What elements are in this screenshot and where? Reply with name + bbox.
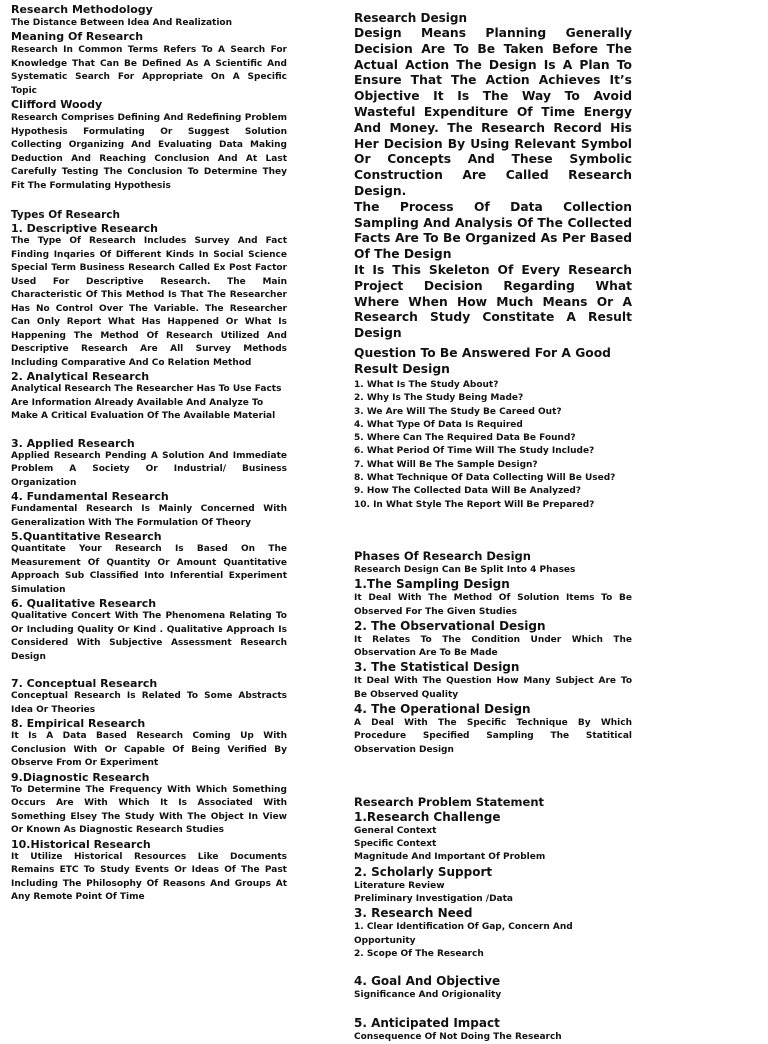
type-item [11, 838, 287, 905]
document-subtitle: The Distance Between Idea And Realization [11, 18, 232, 28]
list-item: 5. Where Can The Required Data Be Found? [354, 433, 576, 444]
design-paragraph-3: It Is This Skeleton Of Every Research Project Decision Regarding What Where When How Much Means Or A Research Study Constitate A Result Design [354, 262, 632, 341]
design-heading: Research Design [354, 11, 467, 25]
list-item: 1. Clear Identification Of Gap, Concern And Opportunity [354, 922, 573, 946]
phase-text: It Deal With The Question How Many Subject Are To Be Observed Quality [354, 676, 632, 700]
type-item [11, 677, 287, 717]
phases-heading: Phases Of Research Design [354, 548, 531, 563]
type-item [11, 490, 287, 530]
type-text: Analytical Research The Researcher Has To Use Facts Are Information Already Available And Analyze To Make A Critical Evaluation Of The Available Material [11, 384, 282, 421]
design-paragraph-1: Design Means Planning Generally Decision Are To Be Taken Before The Actual Action The Design Is A Plan To Ensure That The Action Achieves It’s Objective It Is The Way To Avoid Wasteful Expenditure Of Time Energy And Money. The Research Record His Her Decision By Using Relevant Symbol Or Concepts And These Symbolic Construction Are Called Research Design. [354, 26, 632, 198]
phase-item [354, 577, 632, 619]
list-item: 8. What Technique Of Data Collecting Will Be Used? [354, 473, 616, 484]
questions-heading: Question To Be Answered For A Good Result Design [354, 345, 611, 376]
type-item [11, 771, 287, 838]
type-heading: 8. Empirical Research [11, 717, 146, 730]
type-heading: 5.Quantitative Research [11, 530, 162, 543]
list-item: Magnitude And Important Of Problem [354, 852, 546, 863]
type-text: Qualitative Concert With The Phenomena Relating To Or Including Quality Or Kind . Qualitative Approach Is Considered With Subjective Assessment Research Design [11, 611, 287, 662]
type-text: Applied Research Pending A Solution And Immediate Problem A Society Or Industrial/ Business Organization [11, 450, 287, 488]
left-column [11, 3, 287, 905]
list-item: Significance And Origionality [354, 990, 502, 1001]
type-heading: 7. Conceptual Research [11, 677, 158, 690]
problem-heading: Research Problem Statement [354, 794, 545, 809]
list-item: 2. Scope Of The Research [354, 948, 484, 959]
right-column [354, 11, 632, 1044]
phase-item [354, 619, 632, 661]
type-text: The Type Of Research Includes Survey And Fact Finding Inqaries Of Different Kinds In Social Science Special Term Business Research Called Ex Post Factor Used For Descriptive Research. The Main Characteristic Of This Method Is That The Researcher Has No Control Over The Variable. The Researcher Can Only Report What Has Happened Or What Is Happening The Method Of Research Utilized And Descriptive Research Are All Survey Methods Including Comparative And Co Relation Method [11, 236, 287, 368]
need-heading: 3. Research Need [354, 906, 473, 921]
list-item: 10. In What Style The Report Will Be Prepared? [354, 499, 595, 510]
woody-heading: Clifford Woody [11, 98, 103, 111]
document-title: Research Methodology [11, 3, 153, 16]
list-item: 6. What Period Of Time Will The Study Include? [354, 446, 595, 457]
type-heading: 4. Fundamental Research [11, 490, 169, 503]
type-item [11, 597, 287, 664]
list-item: 7. What Will Be The Sample Design? [354, 459, 538, 470]
goal-heading: 4. Goal And Objective [354, 974, 501, 989]
woody-text: Research Comprises Defining And Redefining Problem Hypothesis Formulating Or Suggest Solution Collecting Organizing And Evaluating Data Making Deduction And Reaching Conclusion And At Last Carefully Testing The Conclusion To Determine They Fit The Formulating Hypothesis [11, 113, 287, 191]
list-item: 4. What Type Of Data Is Required [354, 419, 523, 430]
phase-text: It Deal With The Method Of Solution Items To Be Observed For The Given Studies [354, 593, 632, 617]
list-item: 2. Why Is The Study Being Made? [354, 393, 524, 404]
type-text: It Is A Data Based Research Coming Up With Conclusion With Or Capable Of Being Verified By Observe From Or Experiment [11, 731, 287, 768]
type-text: Quantitate Your Research Is Based On The Measurement Of Quantity Or Amount Quantitative Approach Sub Classified Into Inferential Experiment Simulation [11, 544, 287, 595]
phase-item [354, 660, 632, 702]
phase-heading: 1.The Sampling Design [354, 577, 510, 592]
phases-intro: Research Design Can Be Split Into 4 Phases [354, 564, 576, 575]
type-heading: 3. Applied Research [11, 436, 135, 450]
type-text: Fundamental Research Is Mainly Concerned With Generalization With The Formulation Of Theory [11, 504, 287, 528]
type-item [11, 370, 287, 424]
type-heading: 10.Historical Research [11, 837, 151, 851]
phase-text: It Relates To The Condition Under Which The Observation Are To Be Made [354, 634, 632, 659]
questions-list [354, 379, 632, 512]
list-item: Preliminary Investigation /Data [354, 894, 513, 905]
list-item: Consequence Of Not Doing The Research [354, 1031, 562, 1042]
list-item: Literature Review [354, 880, 445, 891]
meaning-text: Research In Common Terms Refers To A Search For Knowledge That Can Be Defined As A Scientific And Systematic Search For Appropriate On A Specific Topic [11, 45, 287, 96]
type-heading: 6. Qualitative Research [11, 597, 157, 610]
list-item: 3. We Are Will The Study Be Careed Out? [354, 406, 562, 417]
design-paragraph-2: The Process Of Data Collection Sampling And Analysis Of The Collected Facts Are To Be Organized As Per Based Of The Design [354, 199, 632, 262]
type-item [11, 530, 287, 597]
phase-text: A Deal With The Specific Technique By Which Procedure Specified Sampling The Statitical Observation Design [354, 717, 632, 755]
phase-heading: 2. The Observational Design [354, 618, 546, 633]
impact-heading: 5. Anticipated Impact [354, 1015, 500, 1030]
type-text: Conceptual Research Is Related To Some Abstracts Idea Or Theories [11, 691, 287, 715]
support-heading: 2. Scholarly Support [354, 864, 493, 879]
type-item [11, 437, 287, 491]
type-heading: 1. Descriptive Research [11, 222, 159, 235]
challenge-heading: 1.Research Challenge [354, 809, 501, 824]
type-item [11, 717, 287, 771]
list-item: General Context [354, 825, 437, 836]
type-heading: 2. Analytical Research [11, 370, 150, 383]
phase-item [354, 702, 632, 757]
phase-heading: 3. The Statistical Design [354, 660, 520, 675]
list-item: 1. What Is The Study About? [354, 379, 499, 390]
type-text: It Utilize Historical Resources Like Documents Remains ETC To Study Events Or Ideas Of The Past Including The Philosophy Of Reasons And Groups At Any Remote Point Of Time [11, 851, 287, 902]
type-text: To Determine The Frequency With Which Something Occurs Are With Which It Is Associated With Something Elsey The Study With The Object In View Or Known As Diagnostic Research Studies [11, 784, 287, 835]
list-item: 9. How The Collected Data Will Be Analyzed? [354, 486, 582, 497]
meaning-heading: Meaning Of Research [11, 30, 144, 43]
types-heading: Types Of Research [11, 209, 120, 221]
type-heading: 9.Diagnostic Research [11, 770, 150, 784]
type-item [11, 222, 287, 370]
list-item: Specific Context [354, 839, 437, 850]
phase-heading: 4. The Operational Design [354, 701, 531, 716]
